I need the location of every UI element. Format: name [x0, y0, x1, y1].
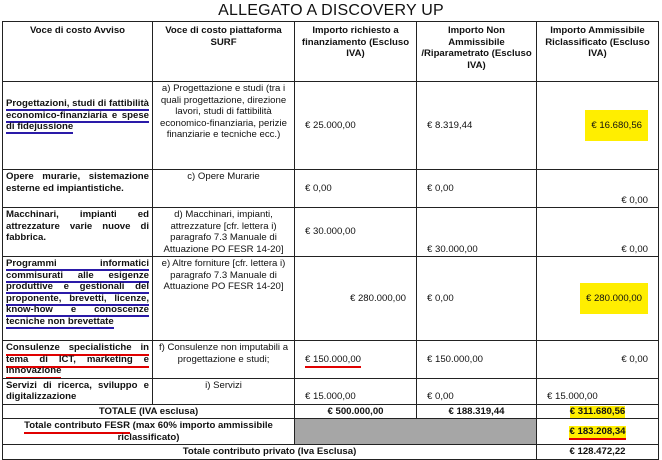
header-importo-richiesto: Importo richiesto a finanziamento (Escluso IVA) [295, 22, 417, 82]
voce-avviso-cell [3, 257, 153, 341]
total-label: TOTALE (IVA esclusa) [3, 404, 295, 419]
importo-ammissibile-cell [537, 257, 659, 341]
importo-richiesto-cell [295, 341, 417, 379]
voce-avviso-cell: Opere murarie, sistemazione esterne ed impiantistiche. [3, 170, 153, 208]
voce-surf-cell: f) Consulenze non imputabili a progettazione e studi; [153, 341, 295, 379]
private-value: € 128.472,22 [537, 445, 659, 460]
importo-ammissibile-cell: € 15.000,00 [537, 378, 659, 404]
fesr-label [3, 419, 295, 445]
fesr-row [3, 419, 659, 445]
table-row [3, 341, 659, 379]
importo-non-ammissibile-cell: € 150.000,00 [417, 341, 537, 379]
fesr-label-note: (max 60% importo ammissibile riclassificato) [117, 420, 273, 443]
importo-non-ammissibile-cell: € 0,00 [417, 170, 537, 208]
importo-non-ammissibile-cell: € 8.319,44 [417, 82, 537, 170]
highlighted-value: € 311.680,56 [570, 406, 626, 419]
total-richiesto: € 500.000,00 [295, 404, 417, 419]
page-title: ALLEGATO A DISCOVERY UP [218, 2, 444, 19]
voce-surf-cell: i) Servizi [153, 378, 295, 404]
importo-richiesto-cell: € 280.000,00 [295, 257, 417, 341]
importo-non-ammissibile-cell: € 0,00 [417, 257, 537, 341]
total-non-ammissibile: € 188.319,44 [417, 404, 537, 419]
importo-non-ammissibile-cell: € 30.000,00 [417, 208, 537, 257]
private-label: Totale contributo privato (Iva Esclusa) [3, 445, 537, 460]
header-importo-non-ammissibile: Importo Non Ammissibile /Riparametrato (Escluso IVA) [417, 22, 537, 82]
voce-avviso-cell [3, 341, 153, 379]
voce-avviso-text: Consulenze specialistiche in tema di ICT, marketing e innovazione [6, 342, 149, 378]
voce-avviso-cell: Servizi di ricerca, sviluppo e digitalizzazione [3, 378, 153, 404]
importo-richiesto-cell: € 0,00 [295, 170, 417, 208]
table-row [3, 378, 659, 404]
highlighted-value: € 183.208,34 [569, 426, 625, 440]
fesr-value-cell [537, 419, 659, 445]
importo-ammissibile-cell: € 0,00 [537, 170, 659, 208]
private-row [3, 445, 659, 460]
highlighted-value: € 16.680,56 [585, 110, 648, 142]
header-row [3, 22, 659, 82]
grey-empty-cell [295, 419, 537, 445]
importo-richiesto-cell: € 25.000,00 [295, 82, 417, 170]
voce-surf-cell: e) Altre forniture [cfr. lettera i) paragrafo 7.3 Manuale di Attuazione PO FESR 14-20] [153, 257, 295, 341]
voce-avviso-cell [3, 82, 153, 170]
table-row [3, 82, 659, 170]
header-voce-avviso: Voce di costo Avviso [3, 22, 153, 82]
fesr-label-main: Totale contributo FESR [24, 420, 130, 434]
highlighted-value: € 280.000,00 [580, 283, 648, 315]
table-row [3, 170, 659, 208]
table-row [3, 257, 659, 341]
voce-avviso-text: Progettazioni, studi di fattibilità economico-finanziaria e spese di fidejussione [6, 98, 149, 132]
total-row [3, 404, 659, 419]
voce-avviso-text: Programmi informatici commisurati alle esigenze produttive e gestionali del proponente, brevetti, licenze, know-how e conoscenze tecniche non brevettate [6, 258, 149, 327]
importo-ammissibile-cell: € 0,00 [537, 208, 659, 257]
importo-ammissibile-cell [537, 82, 659, 170]
importo-ammissibile-cell: € 0,00 [537, 341, 659, 379]
table-row [3, 208, 659, 257]
voce-avviso-cell: Macchinari, impianti ed attrezzature varie nuove di fabbrica. [3, 208, 153, 257]
voce-surf-cell: c) Opere Murarie [153, 170, 295, 208]
cost-table [2, 21, 659, 460]
red-underlined-value: € 150.000,00 [305, 354, 361, 368]
header-importo-ammissibile: Importo Ammissibile Riclassificato (Escluso IVA) [537, 22, 659, 82]
voce-surf-cell: a) Progettazione e studi (tra i quali progettazione, direzione lavori, studi di fattibilità economico-finanziaria, perizie finanziarie e tecniche ecc.) [153, 82, 295, 170]
importo-non-ammissibile-cell: € 0,00 [417, 378, 537, 404]
importo-richiesto-cell: € 30.000,00 [295, 208, 417, 257]
header-voce-surf: Voce di costo piattaforma SURF [153, 22, 295, 82]
voce-surf-cell: d) Macchinari, impianti, attrezzature [cfr. lettera i) paragrafo 7.3 Manuale di Attuazione PO FESR 14-20] [153, 208, 295, 257]
total-ammissibile [537, 404, 659, 419]
importo-richiesto-cell: € 15.000,00 [295, 378, 417, 404]
